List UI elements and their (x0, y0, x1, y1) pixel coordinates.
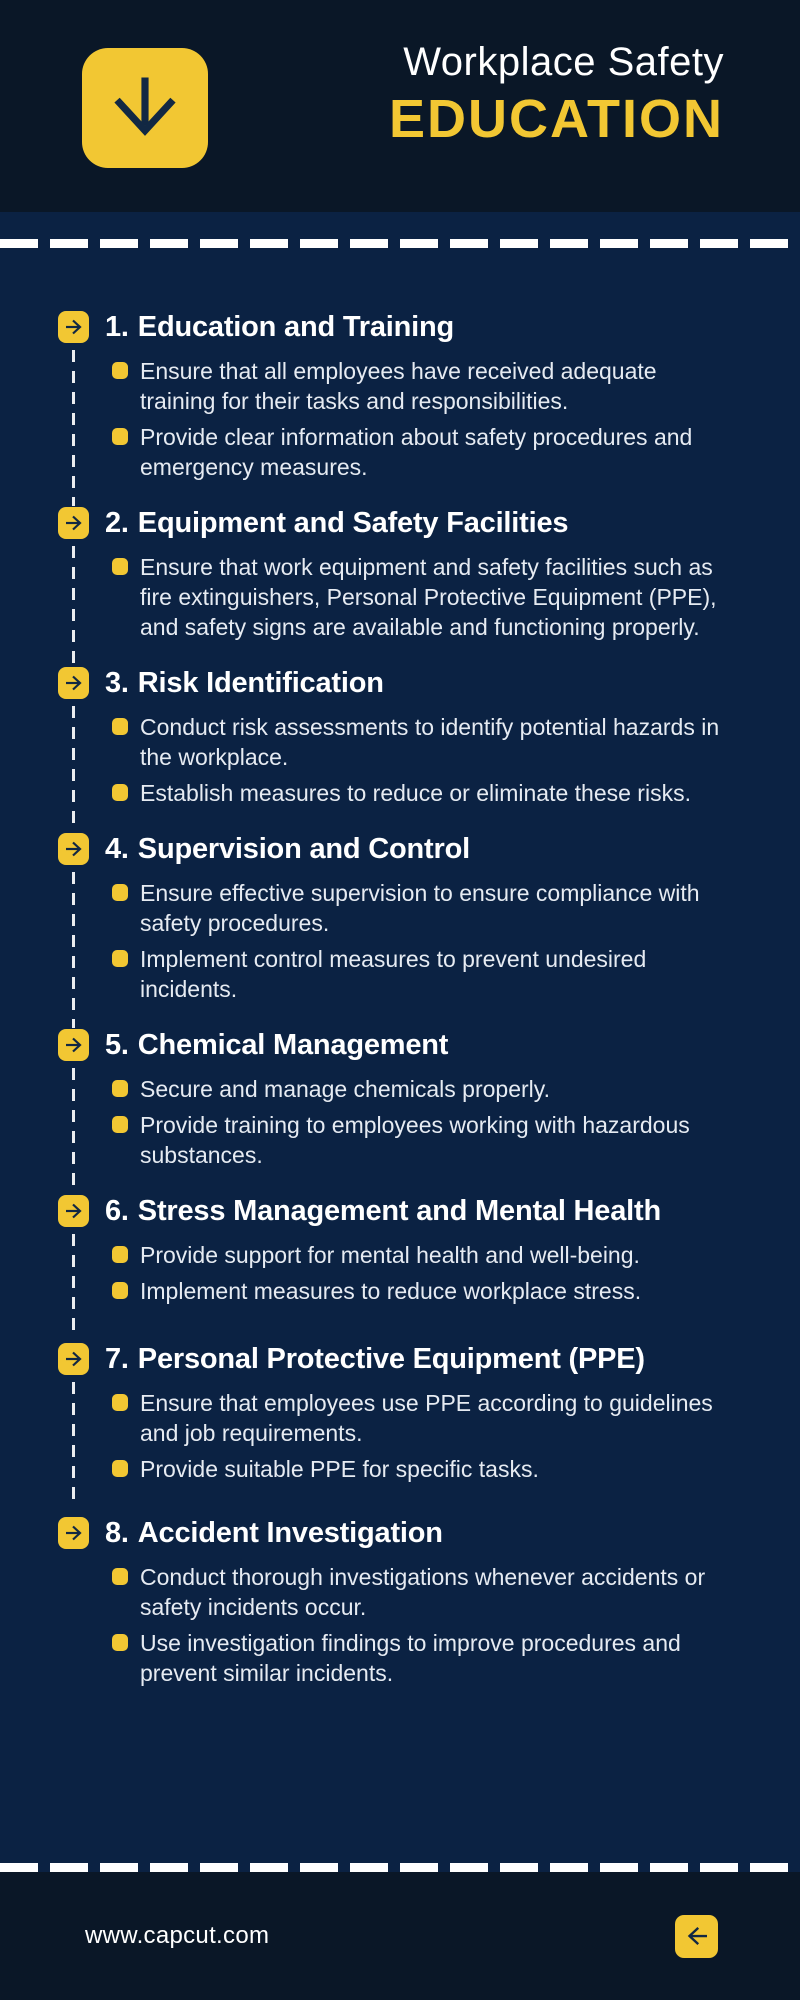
section-title: Personal Protective Equipment (PPE) (137, 1343, 645, 1375)
dashed-connector-line (72, 1382, 75, 1508)
section-title-row (105, 504, 568, 542)
bullet-item (112, 1454, 737, 1484)
rounded-square-bullet-icon (112, 784, 128, 801)
section-header (58, 1340, 800, 1378)
rounded-square-bullet-icon (112, 1460, 128, 1477)
bullet-item (112, 1628, 737, 1688)
right-arrow-icon (58, 1343, 89, 1375)
bullet-text: Establish measures to reduce or eliminate these risks. (140, 780, 691, 806)
sections-list (0, 248, 800, 1688)
bullet-list (112, 1240, 737, 1306)
bullet-item (112, 1276, 737, 1306)
bullet-list (112, 878, 737, 1004)
bullet-text: Conduct thorough investigations whenever accidents or safety incidents occur. (140, 1564, 706, 1620)
rounded-square-bullet-icon (112, 1246, 128, 1263)
section-item (58, 1026, 800, 1170)
bullet-text: Use investigation findings to improve procedures and prevent similar incidents. (140, 1630, 681, 1686)
bullet-item (112, 1074, 737, 1104)
rounded-square-bullet-icon (112, 950, 128, 967)
rounded-square-bullet-icon (112, 718, 128, 735)
bullet-list (112, 1388, 737, 1484)
rounded-square-bullet-icon (112, 428, 128, 445)
bullet-text: Provide clear information about safety procedures and emergency measures. (140, 424, 693, 480)
bullet-text: Provide support for mental health and well-being. (140, 1242, 640, 1268)
top-dashed-divider (0, 239, 800, 248)
rounded-square-bullet-icon (112, 362, 128, 379)
section-header (58, 308, 800, 346)
rounded-square-bullet-icon (112, 1080, 128, 1097)
right-arrow-icon (58, 1029, 89, 1061)
section-title-row (105, 1514, 443, 1552)
dashed-connector-line (72, 706, 75, 832)
bullet-text: Implement control measures to prevent undesired incidents. (140, 946, 647, 1002)
website-url: www.capcut.com (85, 1922, 270, 1949)
rounded-square-bullet-icon (112, 558, 128, 575)
section-item (58, 308, 800, 482)
bullet-text: Implement measures to reduce workplace stress. (140, 1278, 642, 1304)
section-title-row (105, 308, 454, 346)
section-number: 4. (105, 833, 129, 865)
section-title-row (105, 1026, 448, 1064)
bullet-item (112, 944, 737, 1004)
section-number: 5. (105, 1029, 129, 1061)
left-arrow-icon (675, 1915, 718, 1958)
section-header (58, 664, 800, 702)
bullet-item (112, 422, 737, 482)
rounded-square-bullet-icon (112, 1116, 128, 1133)
bullet-item (112, 552, 737, 642)
dashed-connector-line (72, 1234, 75, 1330)
bullet-text: Provide suitable PPE for specific tasks. (140, 1456, 539, 1482)
dashed-connector-line (72, 872, 75, 1028)
section-title-row (105, 1340, 645, 1378)
bullet-list (112, 356, 737, 482)
section-title: Equipment and Safety Facilities (137, 507, 569, 539)
section-item (58, 664, 800, 808)
section-item (58, 1192, 800, 1306)
rounded-square-bullet-icon (112, 884, 128, 901)
dashed-connector-line (72, 350, 75, 506)
section-number: 7. (105, 1343, 129, 1375)
section-number: 6. (105, 1195, 129, 1227)
rounded-square-bullet-icon (112, 1394, 128, 1411)
section-title: Education and Training (137, 311, 455, 343)
section-title-row (105, 1192, 661, 1230)
section-title: Supervision and Control (137, 833, 470, 865)
bullet-list (112, 552, 737, 642)
bullet-item (112, 1110, 737, 1170)
section-title: Risk Identification (137, 667, 384, 699)
bullet-text: Ensure that employees use PPE according to guidelines and job requirements. (140, 1390, 713, 1446)
bullet-list (112, 712, 737, 808)
bullet-item (112, 356, 737, 416)
rounded-square-bullet-icon (112, 1282, 128, 1299)
right-arrow-icon (58, 1195, 89, 1227)
bullet-item (112, 1562, 737, 1622)
section-header (58, 1514, 800, 1552)
bullet-text: Ensure that work equipment and safety facilities such as fire extinguishers, Personal Protective Equipment (PPE), and safety signs are available and functioning properly. (140, 554, 717, 640)
page-subtitle: EDUCATION (389, 89, 724, 149)
rounded-square-bullet-icon (112, 1634, 128, 1651)
section-item (58, 1514, 800, 1688)
right-arrow-icon (58, 507, 89, 539)
section-item (58, 830, 800, 1004)
bullet-text: Conduct risk assessments to identify potential hazards in the workplace. (140, 714, 720, 770)
bullet-list (112, 1074, 737, 1170)
right-arrow-icon (58, 667, 89, 699)
right-arrow-icon (58, 833, 89, 865)
section-number: 2. (105, 507, 129, 539)
footer-bar (0, 1872, 800, 2000)
bullet-item (112, 712, 737, 772)
section-title: Accident Investigation (137, 1517, 443, 1549)
section-header (58, 504, 800, 542)
section-title: Stress Management and Mental Health (137, 1195, 661, 1227)
bullet-item (112, 878, 737, 938)
bullet-text: Secure and manage chemicals properly. (140, 1076, 550, 1102)
page-title: Workplace Safety (403, 40, 724, 84)
section-number: 1. (105, 311, 129, 343)
section-title-row (105, 830, 470, 868)
right-arrow-icon (58, 311, 89, 343)
section-title-row (105, 664, 384, 702)
section-header (58, 830, 800, 868)
bullet-item (112, 1388, 737, 1448)
section-item (58, 504, 800, 642)
dashed-connector-line (72, 546, 75, 666)
dashed-connector-line (72, 1068, 75, 1194)
footer (0, 1863, 800, 2000)
section-number: 3. (105, 667, 129, 699)
bullet-item (112, 1240, 737, 1270)
bullet-text: Ensure effective supervision to ensure compliance with safety procedures. (140, 880, 700, 936)
section-header (58, 1026, 800, 1064)
section-header (58, 1192, 800, 1230)
bullet-item (112, 778, 737, 808)
bullet-text: Ensure that all employees have received adequate training for their tasks and responsibilities. (140, 358, 657, 414)
bottom-dashed-divider (0, 1863, 800, 1872)
title-block (389, 36, 724, 148)
down-arrow-icon (82, 48, 208, 168)
section-title: Chemical Management (137, 1029, 449, 1061)
section-item (58, 1340, 800, 1484)
section-number: 8. (105, 1517, 129, 1549)
bullet-list (112, 1562, 737, 1688)
bullet-text: Provide training to employees working with hazardous substances. (140, 1112, 690, 1168)
header (0, 0, 800, 212)
right-arrow-icon (58, 1517, 89, 1549)
rounded-square-bullet-icon (112, 1568, 128, 1585)
